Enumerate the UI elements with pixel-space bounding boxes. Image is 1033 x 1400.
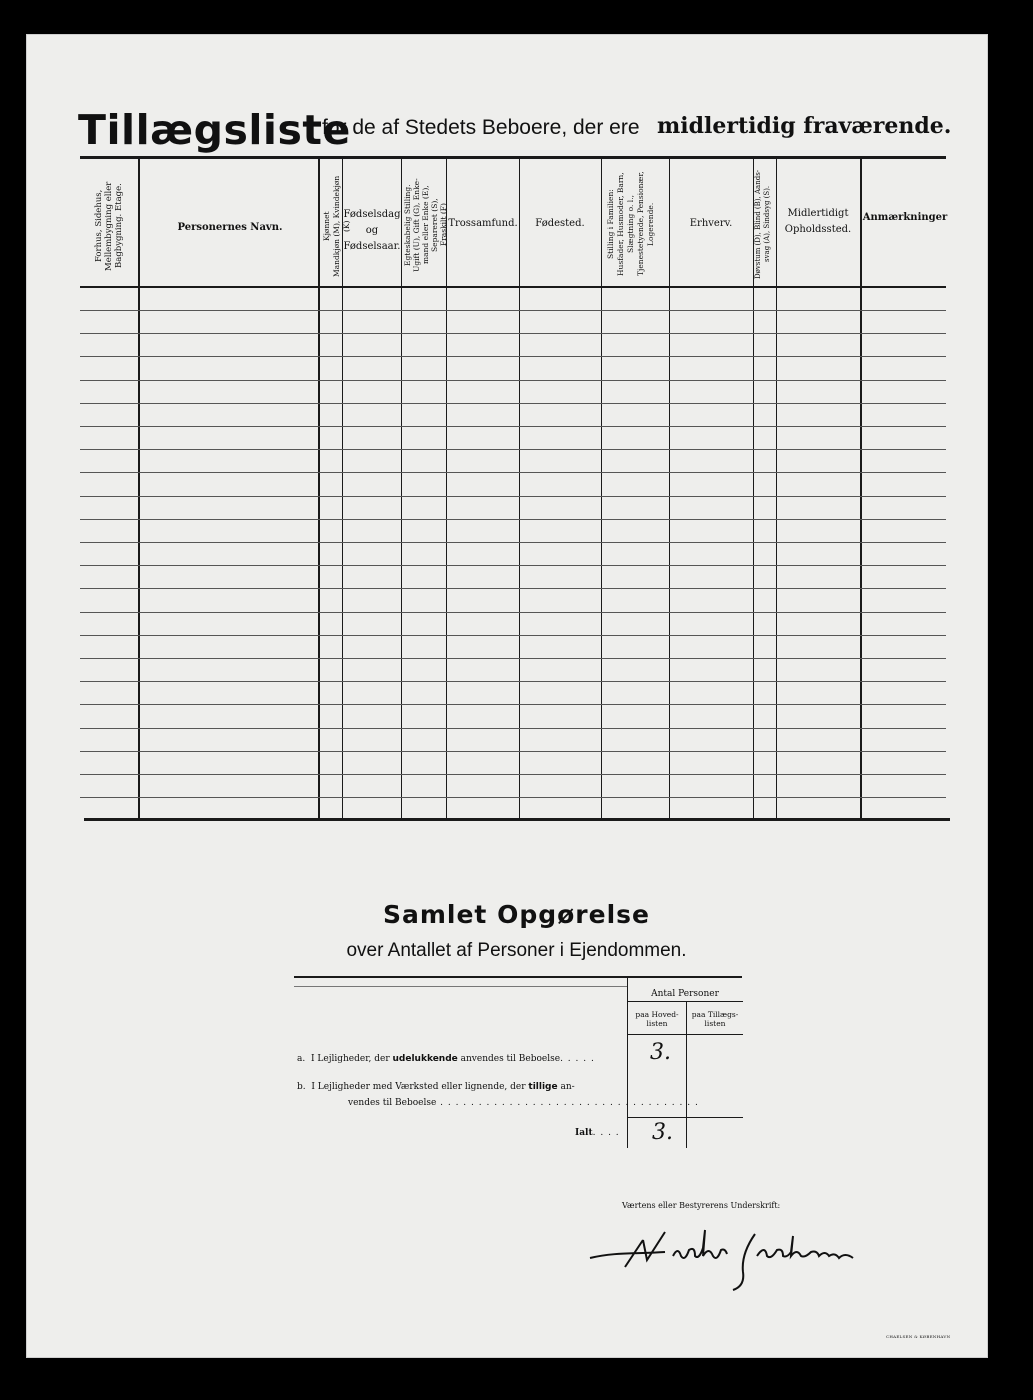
row-a-bold: udelukkende (392, 1054, 458, 1064)
column-header-anmaerkninger: Anmærkninger (862, 212, 948, 223)
antal-personer-header: Antal Personer (651, 989, 719, 999)
column-divider (776, 159, 777, 819)
summary-title: Samlet Opgørelse (382, 900, 650, 929)
ialt-label: Ialt (575, 1128, 593, 1138)
table-row (80, 519, 946, 520)
row-a-text: I Lejligheder, der (310, 1054, 390, 1064)
row-a-value: 3. (650, 1040, 671, 1065)
hovedlisten-header (628, 1010, 686, 1028)
column-header-navn: Personernes Navn. (177, 222, 283, 233)
hovedlisten-line: paa Hoved- (635, 1010, 679, 1019)
table-row (80, 704, 946, 705)
table-row (80, 797, 946, 798)
column-header-forhus: Forhus, Sidehus, Mellembygning eller Bagbygning. Etage. (94, 181, 124, 271)
column-divider (860, 159, 862, 819)
signature-label: Værtens eller Bestyrerens Underskrift: (622, 1201, 781, 1210)
midlertidigt-line: Opholdssted. (784, 224, 852, 235)
header-bottom-rule (80, 286, 946, 288)
page-title: Tillægsliste (78, 106, 351, 154)
table-row (80, 751, 946, 752)
summary-subtitle: over Antallet af Personer i Ejendommen. (346, 940, 687, 961)
tillaegslisten-header (687, 1010, 743, 1028)
table-row (80, 588, 946, 589)
table-row (80, 426, 946, 427)
table-row (80, 310, 946, 311)
column-divider (138, 159, 140, 819)
table-row (80, 774, 946, 775)
page-subtitle-bold: midlertidig fraværende. (657, 113, 952, 139)
signature-name (0, 0, 1, 1)
column-header-fodselsdag (343, 207, 401, 255)
column-header-stilling: Stilling i Familien: Husfader, Husmoder, Barn, Slægtning o. l., Tjenestetyende, Pensionær, Logerende. (606, 171, 655, 277)
table-row (80, 612, 946, 613)
summary-total-rule (627, 1117, 743, 1118)
fodselsdag-line: Fødselsdag (343, 209, 401, 220)
row-b-bold: tillige (528, 1082, 558, 1092)
fodselsdag-line: Fødselsaar. (343, 241, 401, 252)
column-divider (519, 159, 520, 819)
ialt-row: Ialt. . . . (575, 1128, 620, 1138)
row-b-rest: an- (560, 1082, 575, 1092)
summary-header-bottom (627, 1034, 743, 1035)
printer-mark: CHAELSEN & KØBENHAVN (886, 1334, 951, 1339)
table-row (80, 472, 946, 473)
column-divider (446, 159, 447, 819)
column-divider (601, 159, 602, 819)
midlertidigt-line: Midlertidigt (787, 208, 849, 219)
row-b-text2: vendes til Beboelse (348, 1098, 437, 1108)
column-header-kjon: Kjønnet Mandkjøn (M), Kvindekjøn (K) (322, 175, 351, 277)
row-a-prefix: a. (297, 1054, 306, 1064)
column-divider (669, 159, 670, 819)
summary-row-a: a. I Lejligheder, der udelukkende anvendes til Beboelse. . . . . (297, 1054, 595, 1064)
table-row (80, 380, 946, 381)
tillaegslisten-line: paa Tillægs- (691, 1010, 739, 1019)
row-a-rest: anvendes til Beboelse (460, 1054, 561, 1064)
row-b-text: I Lejligheder med Værksted eller lignende, der (311, 1082, 526, 1092)
ialt-value: 3. (652, 1120, 673, 1145)
column-header-dovstum: Døvstum (D), Blind (B), Aands- svag (A), Sindsyg (S). (754, 169, 771, 279)
table-row (80, 356, 946, 357)
summary-row-b (297, 1082, 575, 1092)
signature-handwriting (585, 1222, 885, 1292)
table-top-rule (80, 156, 946, 159)
row-b-prefix: b. (297, 1082, 306, 1092)
table-row (80, 496, 946, 497)
tillaegslisten-line: listen (704, 1019, 726, 1028)
hovedlisten-line: listen (646, 1019, 668, 1028)
table-row (80, 635, 946, 636)
summary-subrule (294, 986, 628, 987)
column-divider (401, 159, 402, 819)
fodselsdag-line: og (365, 225, 379, 236)
table-row (80, 565, 946, 566)
table-row (80, 449, 946, 450)
summary-row-b-line2: vendes til Beboelse . . . . . . . . . . . . . . . . . . . . . . . . . . . . . . . . . . (348, 1098, 699, 1108)
page-subtitle: for de af Stedets Beboere, der ere (322, 116, 640, 139)
table-row (80, 542, 946, 543)
table-row (80, 658, 946, 659)
summary-header-rule (627, 1001, 743, 1002)
column-divider (318, 159, 320, 819)
column-header-egteskab: Egteskabelig Stilling. Ugift (U), Gift (G), Enke- mand eller Enke (E), Separeret (S), Fraskilt (F) (403, 178, 448, 272)
column-header-trossamfund: Trossamfund. (448, 218, 518, 229)
column-divider (342, 159, 343, 819)
table-row (80, 403, 946, 404)
column-header-fodested: Fødested. (535, 218, 585, 229)
table-row (80, 681, 946, 682)
table-row (80, 333, 946, 334)
column-header-midlertidigt (777, 206, 859, 238)
summary-divider (627, 978, 628, 1148)
table-bottom-rule (84, 818, 950, 821)
column-header-erhverv: Erhverv. (689, 218, 733, 229)
table-row (80, 728, 946, 729)
summary-top-rule (294, 976, 742, 978)
